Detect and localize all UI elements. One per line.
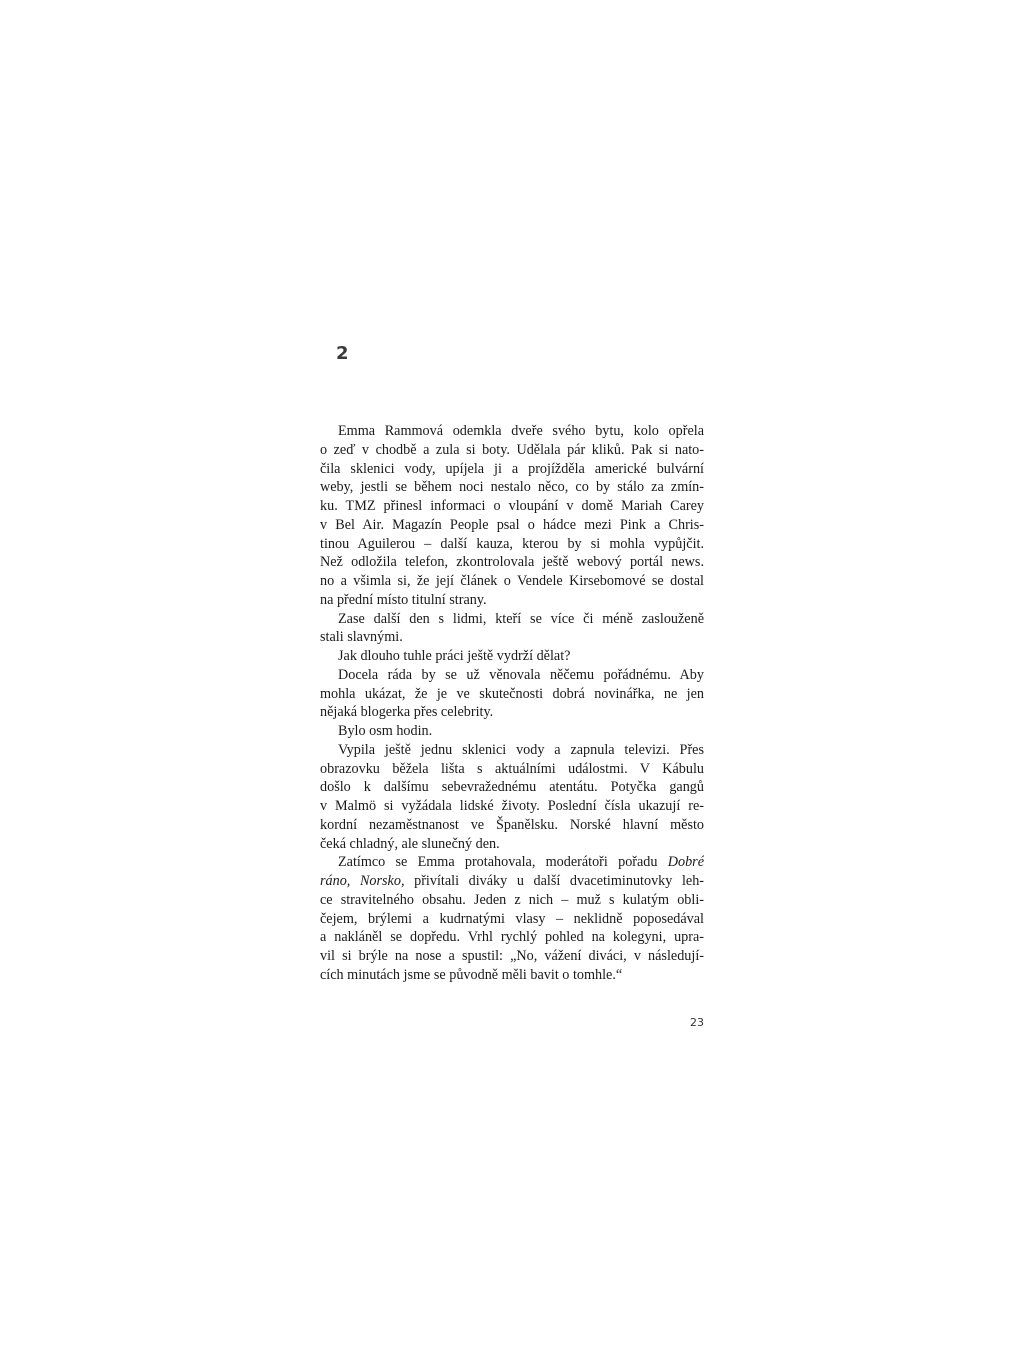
text-line: tinou Aguilerou – další kauza, kterou by si mohla vypůjčit. [320,535,704,552]
paragraph [320,610,704,648]
text-line: stali slavnými. [320,629,403,646]
text-line: a nakláněl se dopředu. Vrhl rychlý pohled na kolegyni, upra- [320,929,704,946]
paragraph [320,647,704,666]
text-line: Zase další den s lidmi, kteří se více či méně zaslouženě [338,610,704,627]
text-line: v Malmö si vyžádala lidské životy. Poslední čísla ukazují re- [320,798,704,814]
text-line: Emma Rammová odemkla dveře svého bytu, kolo opřela [338,423,704,439]
text-line: čila sklenici vody, upíjela ji a projížděla americké bulvární [320,460,704,477]
show-title: Dobré [667,854,704,871]
text-line: čeká chladný, ale slunečný den. [320,835,500,852]
text-line: o zeď v chodbě a zula si boty. Udělala pár kliků. Pak si nato- [320,441,704,458]
text-line: Než odložila telefon, zkontrolovala ještě webový portál news. [320,554,704,571]
text-line [320,872,704,891]
paragraph [320,666,704,722]
page-number: 23 [690,1016,704,1029]
text-line: kordní nezaměstnanost ve Španělsku. Norské hlavní město [320,816,704,833]
paragraph [320,853,704,984]
body-text [320,422,704,985]
text-line: no a všimla si, že její článek o Vendele Kirsebomové se dostal [320,573,704,589]
text-line: ku. TMZ přinesl informaci o vloupání v domě Mariah Carey [320,498,704,514]
text-line: čejem, brýlemi a kudrnatými vlasy – neklidně poposedával [320,910,704,927]
text-line: Docela ráda by se už věnovala něčemu pořádnému. Aby [338,666,704,683]
text-span: přivítali diváky u další dvacetiminutovky leh- [414,873,704,889]
text-line: vil si brýle na nose a spustil: „No, vážení diváci, v následují- [320,948,704,964]
chapter-number: 2 [336,343,349,364]
text-line: na přední místo titulní strany. [320,591,487,608]
text-line: Jak dlouho tuhle práci ještě vydrží dělat? [338,648,571,664]
text-line: mohla ukázat, že je ve skutečnosti dobrá novinářka, ne jen [320,685,704,702]
text-line: došlo k dalšímu sebevražednému atentátu. Potyčka gangů [320,779,704,796]
text-span: Zatímco se Emma protahovala, moderátoři pořadu [338,854,658,871]
paragraph [320,741,704,854]
text-line: obrazovku běžela lišta s aktuálními událostmi. V Kábulu [320,760,704,777]
text-line: v Bel Air. Magazín People psal o hádce mezi Pink a Chris- [320,516,704,533]
text-line [320,853,704,872]
show-title: ráno, Norsko, [320,873,405,889]
paragraph [320,422,704,610]
text-line: Vypila ještě jednu sklenici vody a zapnula televizi. Přes [338,741,704,758]
paragraph [320,722,704,741]
text-line: cích minutách jsme se původně měli bavit o tomhle.“ [320,966,623,983]
text-line: Bylo osm hodin. [338,723,433,739]
text-line: ce stravitelného obsahu. Jeden z nich – muž s kulatým obli- [320,891,704,908]
text-line: weby, jestli se během noci nestalo něco, co by stálo za zmín- [320,479,704,496]
text-line: nějaká blogerka přes celebrity. [320,704,494,721]
